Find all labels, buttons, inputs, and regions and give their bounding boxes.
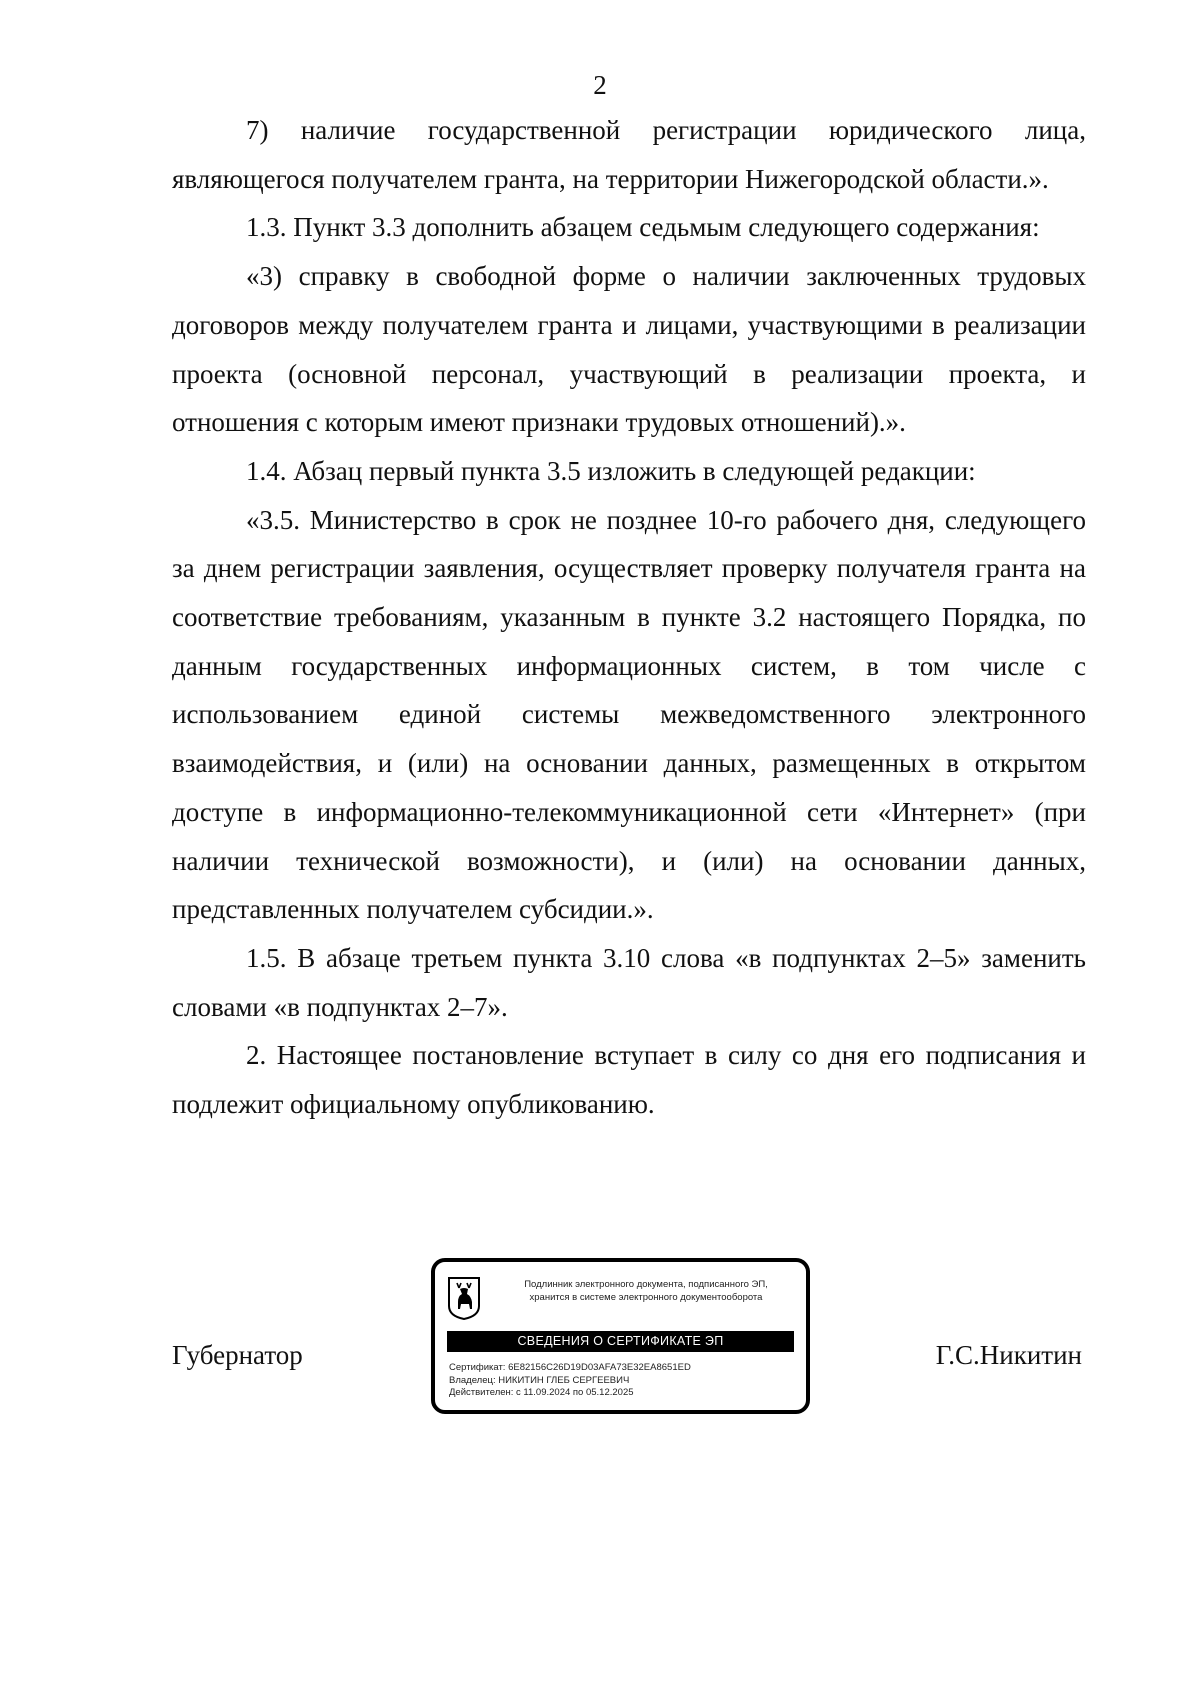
certificate-validity: Действителен: с 11.09.2024 по 05.12.2025 [449, 1387, 634, 1398]
e-signature-stamp [431, 1258, 810, 1414]
stamp-note: Подлинник электронного документа, подписанного ЭП, хранится в системе электронного документооборота [524, 1279, 768, 1303]
deer-emblem-icon [447, 1276, 481, 1320]
stamp-certificate-details [449, 1362, 691, 1400]
stamp-header: СВЕДЕНИЯ О СЕРТИФИКАТЕ ЭП [447, 1331, 794, 1352]
paragraph: 7) наличие государственной регистрации юридического лица, являющегося получателем гранта, на территории Нижегородской области.». [172, 115, 1086, 194]
paragraph: «3.5. Министерство в срок не позднее 10-го рабочего дня, следующего за днем регистрации заявления, осуществляет проверку получателя гранта на соответствие требованиям, указанным в пункте 3.2 настоящего Порядка, по данным государственных информационных систем, в том числе с использованием единой системы межведомственного электронного взаимодействия, и (или) на основании данных, размещенных в открытом доступе в информационно-телекоммуникационной сети «Интернет» (при наличии технической возможности), и (или) на основании данных, представленных получателем субсидии.». [172, 504, 1086, 925]
paragraph: 1.4. Абзац первый пункта 3.5 изложить в следующей редакции: [246, 455, 976, 486]
document-body [172, 106, 1086, 1129]
paragraph: «3) справку в свободной форме о наличии заключенных трудовых договоров между получателем гранта и лицами, участвующими в реализации проекта (основной персонал, участвующий в реализации проекта, и отношения с которым имеют признаки трудовых отношений).». [172, 261, 1086, 438]
signatory-name: Г.С.Никитин [935, 1340, 1082, 1370]
page-number: 2 [593, 70, 607, 100]
signatory-title: Губернатор [172, 1340, 303, 1370]
signature-block [0, 1258, 1200, 1418]
certificate-owner: Владелец: НИКИТИН ГЛЕБ СЕРГЕЕВИЧ [449, 1374, 630, 1386]
certificate-number: Сертификат: 6E82156C26D19D03AFA73E32EA8651ED [449, 1362, 691, 1373]
paragraph: 1.5. В абзаце третьем пункта 3.10 слова «в подпунктах 2–5» заменить словами «в подпунктах 2–7». [172, 942, 1086, 1022]
paragraph: 2. Настоящее постановление вступает в силу со дня его подписания и подлежит официальному опубликованию. [172, 1040, 1086, 1120]
paragraph: 1.3. Пункт 3.3 дополнить абзацем седьмым следующего содержания: [246, 212, 1040, 243]
